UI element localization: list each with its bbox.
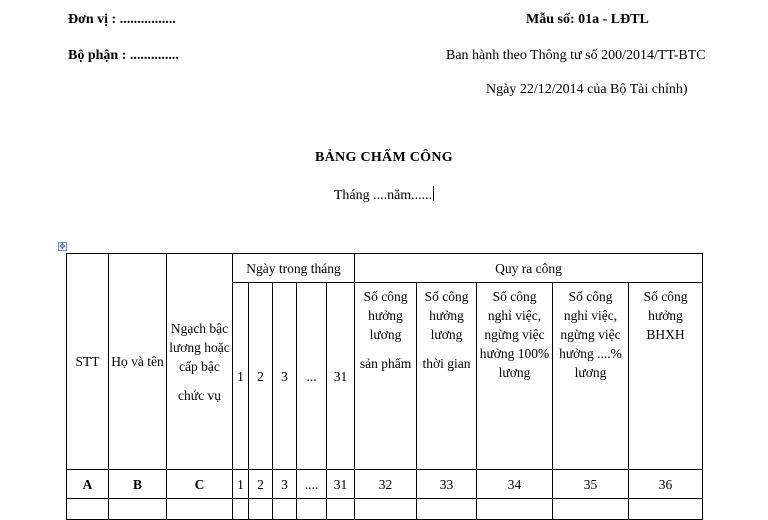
table-cell[interactable]: [327, 499, 355, 520]
header-name: Họ và tên: [109, 254, 167, 470]
header-days-group: Ngày trong tháng: [233, 254, 355, 283]
table-cell[interactable]: [553, 499, 629, 520]
form-number: Mẫu số: 01a - LĐTL: [526, 12, 649, 27]
period-line[interactable]: [0, 186, 768, 204]
table-cell[interactable]: [233, 499, 249, 520]
day-header-1: 1: [233, 283, 249, 470]
code-cell: 36: [629, 470, 703, 499]
header-grade-line2: chức vụ: [178, 387, 221, 403]
code-cell: 1: [233, 470, 249, 499]
header-grade: [167, 254, 233, 470]
issued-by-text: Ban hành theo Thông tư số 200/2014/TT-BTC: [446, 48, 706, 63]
table-cell[interactable]: [67, 499, 109, 520]
table-row: [67, 499, 703, 520]
table-move-handle-icon[interactable]: ✥: [59, 242, 66, 251]
code-cell: 31: [327, 470, 355, 499]
table-cell[interactable]: [167, 499, 233, 520]
work-col-leave-100: Số công nghỉ việc, ngừng việc hưởng 100% lương: [477, 283, 553, 470]
text-cursor: [433, 186, 434, 201]
table-cell[interactable]: [297, 499, 327, 520]
code-cell: ....: [297, 470, 327, 499]
unit-label: Đơn vị : ................: [68, 12, 176, 27]
document-title: BẢNG CHẤM CÔNG: [315, 150, 453, 165]
code-cell: C: [167, 470, 233, 499]
table-cell[interactable]: [417, 499, 477, 520]
table-cell[interactable]: [355, 499, 417, 520]
day-header-ellipsis: ...: [297, 283, 327, 470]
department-label: Bộ phận : ..............: [68, 48, 179, 63]
header-work-group: Quy ra công: [355, 254, 703, 283]
table-cell[interactable]: [109, 499, 167, 520]
header-grade-line1: Ngạch bậc lương hoặc cấp bậc: [169, 320, 230, 374]
work-col-social-insurance: Số công hưởng BHXH: [629, 283, 703, 470]
table-header-row: [67, 254, 703, 283]
work-col-leave-partial: Số công nghỉ việc, ngừng việc hưởng ....% lương: [553, 283, 629, 470]
code-cell: 34: [477, 470, 553, 499]
table-cell[interactable]: [273, 499, 297, 520]
table-cell[interactable]: [249, 499, 273, 520]
timesheet-table: [66, 253, 703, 520]
period-text: Tháng ....năm......: [333, 188, 433, 203]
code-cell: 33: [417, 470, 477, 499]
code-cell: A: [67, 470, 109, 499]
code-cell: 2: [249, 470, 273, 499]
header-stt: STT: [67, 254, 109, 470]
code-row: [67, 470, 703, 499]
issued-date-text: Ngày 22/12/2014 của Bộ Tài chính): [486, 82, 688, 97]
table-cell[interactable]: [477, 499, 553, 520]
day-header-31: 31: [327, 283, 355, 470]
work-col-product: Số công hưởng lương sản phẩm: [355, 283, 417, 470]
code-cell: 3: [273, 470, 297, 499]
code-cell: 32: [355, 470, 417, 499]
table-cell[interactable]: [629, 499, 703, 520]
code-cell: 35: [553, 470, 629, 499]
code-cell: B: [109, 470, 167, 499]
day-header-2: 2: [249, 283, 273, 470]
day-header-3: 3: [273, 283, 297, 470]
work-col-time: Số công hưởng lương thời gian: [417, 283, 477, 470]
